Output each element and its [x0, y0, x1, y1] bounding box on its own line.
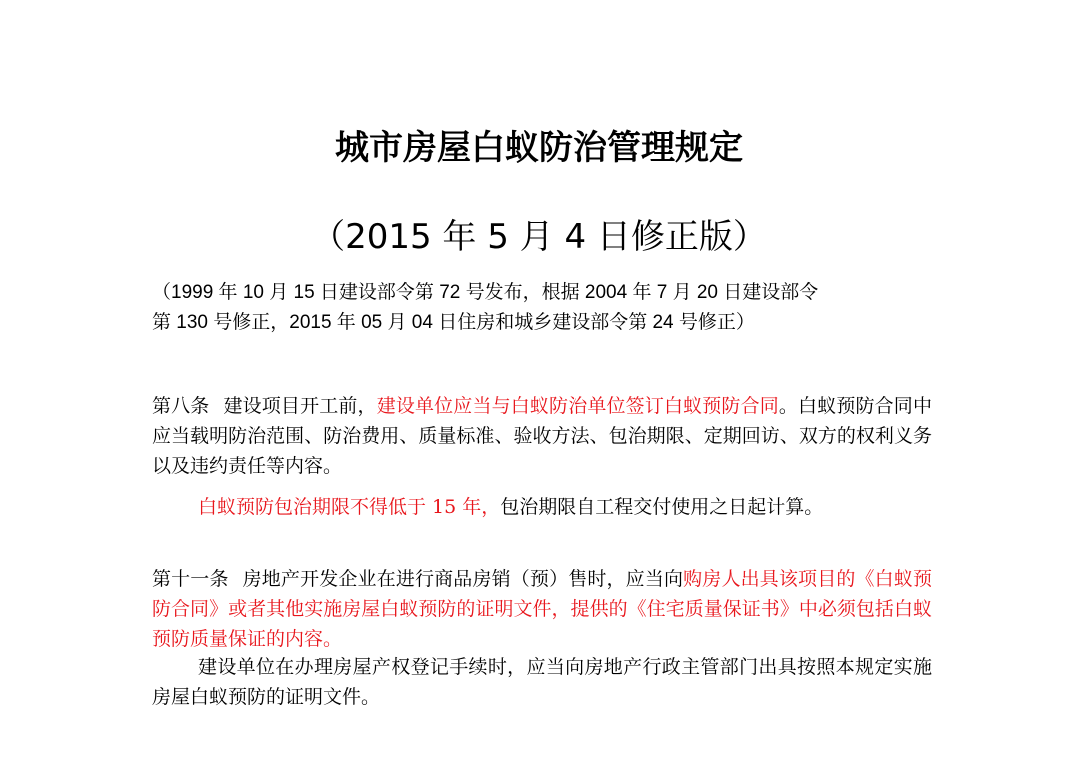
- article-8-warranty-paragraph: [152, 492, 932, 522]
- document-subtitle: （2015 年 5 月 4 日修正版）: [311, 217, 767, 257]
- article-11-registration-text: 建设单位在办理房屋产权登记手续时，应当向房地产行政主管部门出具按照本规定实施房屋白蚁预防的证明文件。: [152, 656, 932, 708]
- revision-history: [152, 278, 952, 338]
- article-11: [152, 564, 932, 654]
- article-8-warranty-text: 包治期限自工程交付使用之日起计算。: [500, 496, 824, 518]
- article-8-warranty-highlight: 白蚁预防包治期限不得低于 15 年，: [198, 496, 501, 518]
- article-8-label: 第八条: [152, 395, 210, 417]
- article-11-registration-paragraph: [152, 652, 932, 712]
- article-11-highlight: 购房人出具该项目的《白蚁预防合同》或者其他实施房屋白蚁预防的证明文件，提供的《住宅质量保证书》中必须包括白蚁预防质量保证的内容。: [152, 568, 932, 650]
- document-title: 城市房屋白蚁防治管理规定: [335, 128, 743, 168]
- article-11-label: 第十一条: [152, 568, 229, 590]
- article-8-text-1: 建设项目开工前，: [223, 395, 377, 417]
- revision-history-line-1: （1999 年 10 月 15 日建设部令第 72 号发布，根据 2004 年 7 月 20 日建设部令: [152, 282, 819, 303]
- article-8-text-2: 。白蚁预防合同中应当载明防治范围、防治费用、质量标准、验收方法、包治期限、定期回访、双方的权利义务以及违约责任等内容。: [152, 395, 932, 477]
- article-8: [152, 391, 932, 481]
- revision-history-line-2: 第 130 号修正，2015 年 05 月 04 日住房和城乡建设部令第 24 号修正）: [152, 312, 755, 333]
- article-11-text-1: 房地产开发企业在进行商品房销（预）售时，应当向: [242, 568, 684, 590]
- article-8-highlight: 建设单位应当与白蚁防治单位签订白蚁预防合同: [376, 395, 779, 417]
